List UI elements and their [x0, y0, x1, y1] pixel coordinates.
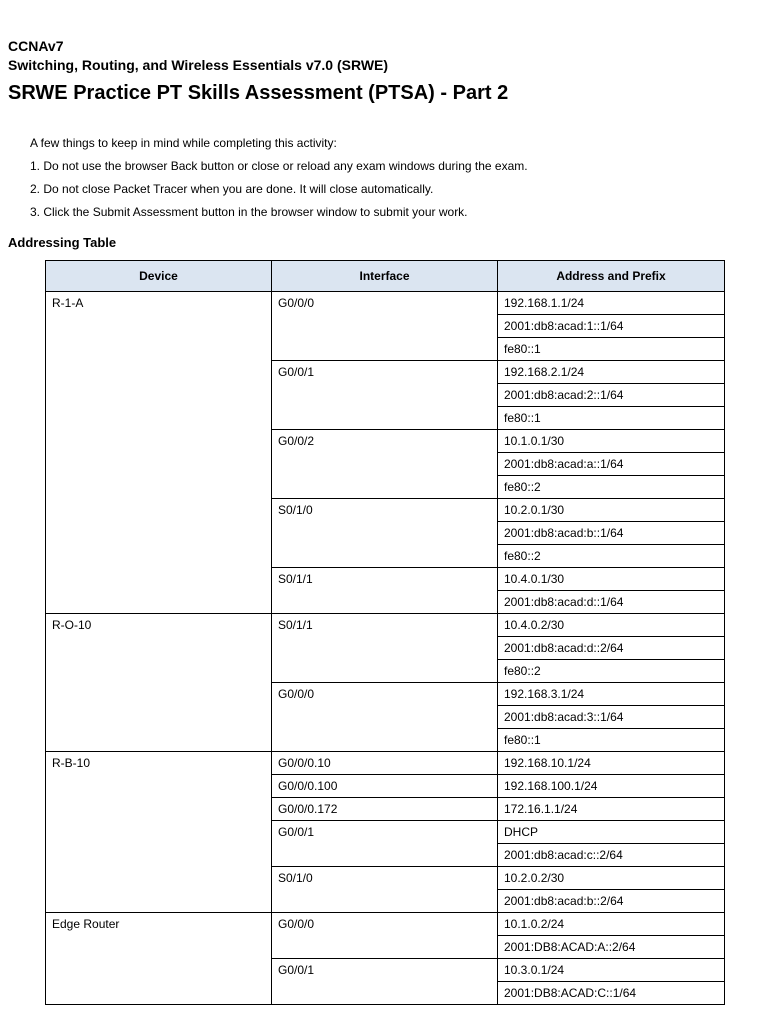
course-label: CCNAv7 — [8, 38, 64, 54]
table-row — [46, 913, 725, 936]
address-cell: 2001:db8:acad:2::1/64 — [498, 384, 725, 407]
instruction-item: 2. Do not close Packet Tracer when you are done. It will close automatically. — [30, 182, 434, 196]
address-cell: 192.168.1.1/24 — [498, 292, 725, 315]
device-cell: Edge Router — [46, 913, 272, 1005]
address-cell: 10.2.0.2/30 — [498, 867, 725, 890]
table-row — [46, 752, 725, 775]
address-cell: 2001:DB8:ACAD:A::2/64 — [498, 936, 725, 959]
interface-cell: G0/0/0 — [272, 292, 498, 361]
page-title: SRWE Practice PT Skills Assessment (PTSA) - Part 2 — [8, 82, 509, 104]
interface-cell: G0/0/1 — [272, 821, 498, 867]
instructions-intro: A few things to keep in mind while completing this activity: — [30, 136, 337, 150]
address-cell: 10.3.0.1/24 — [498, 959, 725, 982]
interface-cell: G0/0/2 — [272, 430, 498, 499]
address-cell: fe80::2 — [498, 545, 725, 568]
address-cell: DHCP — [498, 821, 725, 844]
address-cell: 10.4.0.2/30 — [498, 614, 725, 637]
instructions-block — [30, 135, 528, 227]
device-cell: R-1-A — [46, 292, 272, 614]
interface-cell: G0/0/0 — [272, 913, 498, 959]
table-header-row — [46, 261, 725, 292]
interface-cell: G0/0/0.10 — [272, 752, 498, 775]
interface-cell: S0/1/1 — [272, 568, 498, 614]
interface-cell: G0/0/0.100 — [272, 775, 498, 798]
address-cell: 2001:db8:acad:c::2/64 — [498, 844, 725, 867]
address-cell: 2001:db8:acad:d::2/64 — [498, 637, 725, 660]
addressing-table-heading: Addressing Table — [8, 235, 117, 250]
address-cell: fe80::2 — [498, 476, 725, 499]
address-cell: 10.4.0.1/30 — [498, 568, 725, 591]
column-header-address: Address and Prefix — [498, 261, 725, 292]
column-header-device: Device — [46, 261, 272, 292]
address-cell: 2001:db8:acad:b::1/64 — [498, 522, 725, 545]
address-cell: 2001:db8:acad:b::2/64 — [498, 890, 725, 913]
device-cell: R-O-10 — [46, 614, 272, 752]
address-cell: 192.168.10.1/24 — [498, 752, 725, 775]
interface-cell: S0/1/1 — [272, 614, 498, 683]
interface-cell: G0/0/0.172 — [272, 798, 498, 821]
address-cell: 2001:db8:acad:1::1/64 — [498, 315, 725, 338]
instruction-item: 3. Click the Submit Assessment button in the browser window to submit your work. — [30, 205, 468, 219]
table-row — [46, 614, 725, 637]
course-subtitle: Switching, Routing, and Wireless Essentials v7.0 (SRWE) — [8, 57, 389, 73]
interface-cell: G0/0/0 — [272, 683, 498, 752]
address-cell: fe80::1 — [498, 407, 725, 430]
address-cell: fe80::1 — [498, 729, 725, 752]
address-cell: 2001:db8:acad:d::1/64 — [498, 591, 725, 614]
address-cell: fe80::1 — [498, 338, 725, 361]
interface-cell: G0/0/1 — [272, 959, 498, 1005]
address-cell: 192.168.2.1/24 — [498, 361, 725, 384]
address-cell: 10.2.0.1/30 — [498, 499, 725, 522]
device-cell: R-B-10 — [46, 752, 272, 913]
instruction-item: 1. Do not use the browser Back button or close or reload any exam windows during the exam. — [30, 159, 528, 173]
address-cell: 10.1.0.2/24 — [498, 913, 725, 936]
address-cell: 172.16.1.1/24 — [498, 798, 725, 821]
address-cell: 2001:DB8:ACAD:C::1/64 — [498, 982, 725, 1005]
address-cell: 2001:db8:acad:3::1/64 — [498, 706, 725, 729]
interface-cell: S0/1/0 — [272, 867, 498, 913]
address-cell: 192.168.100.1/24 — [498, 775, 725, 798]
interface-cell: S0/1/0 — [272, 499, 498, 568]
address-cell: 192.168.3.1/24 — [498, 683, 725, 706]
interface-cell: G0/0/1 — [272, 361, 498, 430]
addressing-table-body — [46, 292, 725, 1005]
address-cell: 2001:db8:acad:a::1/64 — [498, 453, 725, 476]
table-row — [46, 292, 725, 315]
addressing-table — [45, 260, 725, 1005]
column-header-interface: Interface — [272, 261, 498, 292]
address-cell: 10.1.0.1/30 — [498, 430, 725, 453]
address-cell: fe80::2 — [498, 660, 725, 683]
